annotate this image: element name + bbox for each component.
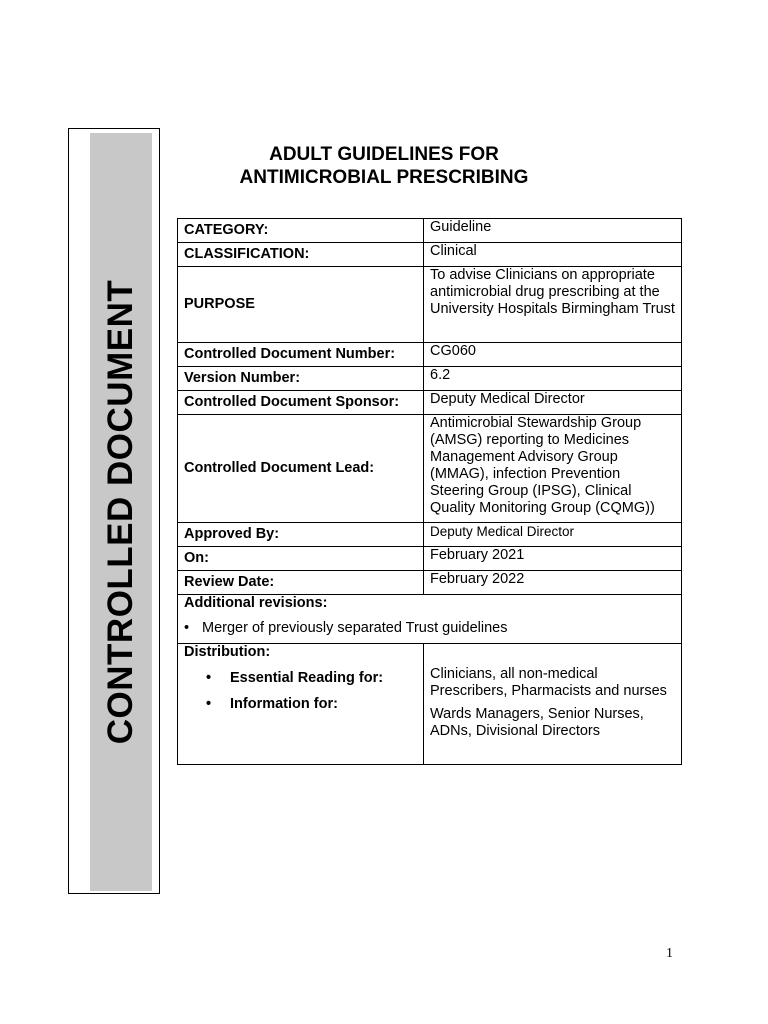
table-row-lead [178, 415, 682, 523]
version-value: 6.2 [424, 367, 682, 391]
table-row-sponsor [178, 391, 682, 415]
review-date-value: February 2022 [424, 571, 682, 595]
document-title-line-1: ADULT GUIDELINES FOR [269, 144, 499, 165]
information-for-label: Information for: [230, 696, 338, 712]
lead-value: Antimicrobial Stewardship Group (AMSG) reporting to Medicines Management Advisory Group (MMAG), infection Prevention Steering Group (IPSG), Clinical Quality Monitoring Group (CQMG)) [424, 415, 682, 523]
classification-label: CLASSIFICATION: [178, 243, 424, 267]
review-date-label: Review Date: [178, 571, 424, 595]
document-number-value: CG060 [424, 343, 682, 367]
revision-item-text: Merger of previously separated Trust guidelines [202, 620, 508, 636]
information-for-value: Wards Managers, Senior Nurses, ADNs, Divisional Directors [430, 706, 644, 739]
sponsor-label: Controlled Document Sponsor: [178, 391, 424, 415]
bullet-icon: • [206, 670, 212, 686]
table-row-on [178, 547, 682, 571]
table-row-approved-by [178, 523, 682, 547]
essential-reading-label: Essential Reading for: [230, 670, 384, 686]
distribution-label: Distribution: [184, 644, 271, 660]
purpose-value: To advise Clinicians on appropriate antimicrobial drug prescribing at the University Hospitals Birmingham Trust [424, 267, 682, 343]
table-row-additional-revisions [178, 595, 682, 644]
table-row-review-date [178, 571, 682, 595]
table-row-version [178, 367, 682, 391]
distribution-cell [178, 644, 424, 765]
document-info-table [177, 218, 682, 765]
controlled-document-sidebar [68, 128, 160, 894]
on-value: February 2021 [424, 547, 682, 571]
additional-revisions-label: Additional revisions: [184, 595, 328, 611]
version-label: Version Number: [178, 367, 424, 391]
table-row-classification [178, 243, 682, 267]
page-number: 1 [666, 946, 673, 961]
distribution-values-cell [424, 644, 682, 765]
sidebar-text: CONTROLLED DOCUMENT [101, 279, 140, 745]
table-row-distribution [178, 644, 682, 765]
document-title-line-2: ANTIMICROBIAL PRESCRIBING [239, 167, 529, 188]
sidebar-band [90, 133, 152, 891]
category-value: Guideline [424, 219, 682, 243]
category-label: CATEGORY: [178, 219, 424, 243]
lead-label: Controlled Document Lead: [178, 415, 424, 523]
purpose-label: PURPOSE [178, 267, 424, 343]
list-item [184, 620, 675, 637]
list-item [206, 696, 417, 713]
table-row-document-number [178, 343, 682, 367]
sponsor-value: Deputy Medical Director [424, 391, 682, 415]
classification-value: Clinical [424, 243, 682, 267]
list-item [206, 670, 417, 687]
table-row-category [178, 219, 682, 243]
approved-by-value: Deputy Medical Director [424, 523, 682, 547]
additional-revisions-cell [178, 595, 682, 644]
approved-by-label: Approved By: [178, 523, 424, 547]
bullet-icon: • [206, 696, 212, 712]
bullet-icon: • [184, 620, 190, 636]
table-row-purpose [178, 267, 682, 343]
on-label: On: [178, 547, 424, 571]
document-number-label: Controlled Document Number: [178, 343, 424, 367]
essential-reading-value: Clinicians, all non-medical Prescribers, Pharmacists and nurses [430, 666, 667, 699]
